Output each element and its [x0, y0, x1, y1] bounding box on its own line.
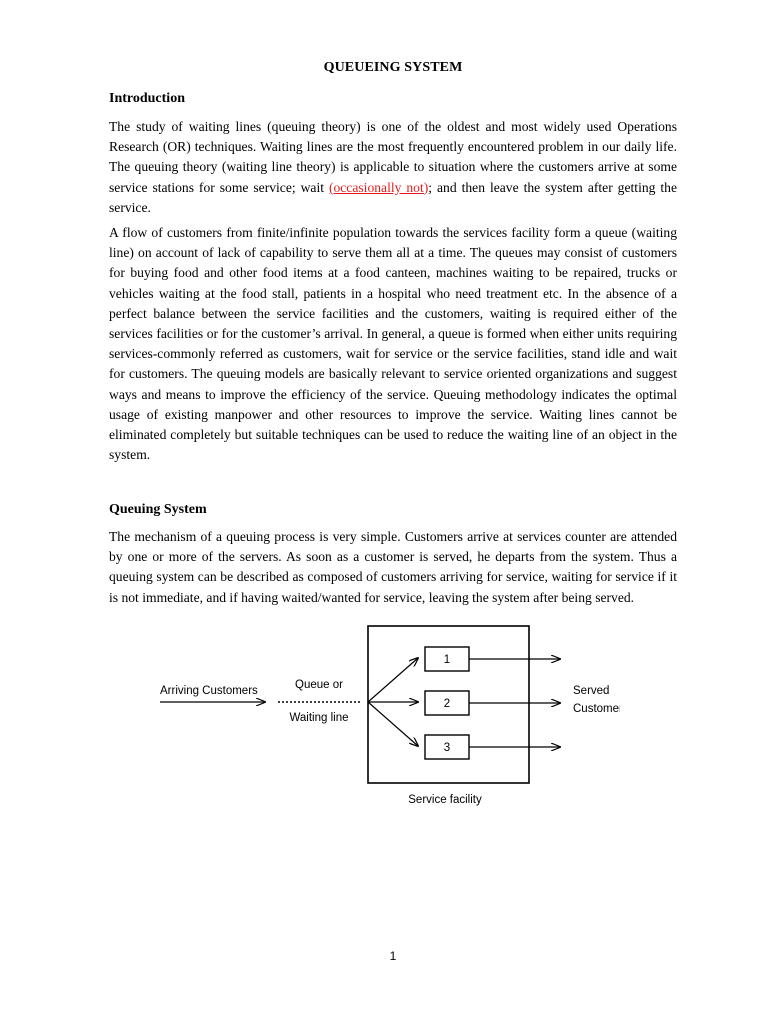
queue-label: Queue or	[295, 679, 343, 691]
customer-label: Customer	[573, 703, 620, 715]
introduction-paragraph-2: A flow of customers from finite/infinite population towards the services facility form a queue (waiting line) on account of lack of capability to serve them all at a time. The queues may consist of customers for buying food and other food items at a food canteen, machines waiting to be repaired, trucks or vehicles waiting at the food stall, patients in a hospital who need treatment etc. In the absence of a perfect balance between the service facilities and the customers, waiting is required either of the services facilities or for the customer’s arrival. In general, a queue is formed when either units requiring services-commonly referred as customers, wait for service or the service facilities, stand idle and wait for customers. The queuing models are basically relevant to service oriented organizations and suggest ways and means to improve the efficiency of the service. Queuing methodology indicates the optimal usage of existing manpower and other resources to improve the service. Waiting lines cannot be eliminated completely but suitable techniques can be used to reduce the waiting line of an object in the system.	[109, 225, 677, 463]
diagram-svg	[150, 620, 620, 815]
page-number: 1	[389, 949, 397, 963]
server-label-3: 3	[443, 742, 451, 754]
waiting-line-label: Waiting line	[289, 712, 349, 724]
queuing-system-paragraph: The mechanism of a queuing process is very simple. Customers arrive at services counter are attended by one or more of the servers. As soon as a customer is served, he departs from the system. Thus a queuing system can be described as composed of customers arriving for service, waiting for service if it is not immediate, and if having waited/wanted for service, leaving the system after being served.	[109, 529, 677, 605]
occasionally-not-highlight: (occasionally not)	[328, 179, 429, 195]
server-label-1: 1	[443, 654, 451, 666]
branch-arrow-3	[368, 702, 418, 746]
branch-arrow-1	[368, 658, 418, 702]
intro-text-end: ; and then leave the system after getting the service.	[109, 179, 677, 215]
arriving-customers-label: Arriving Customers	[160, 685, 258, 697]
introduction-paragraph-1	[109, 117, 677, 218]
server-label-2: 2	[443, 698, 451, 710]
document-title: QUEUEING SYSTEM	[323, 60, 463, 75]
queuing-system-heading: Queuing System	[109, 502, 207, 517]
introduction-heading: Introduction	[109, 91, 185, 106]
service-facility-label: Service facility	[408, 794, 482, 806]
served-label: Served	[573, 685, 610, 697]
queuing-system-diagram	[150, 620, 620, 820]
intro-text-start: The study of waiting lines (queuing theory) is one of the oldest and most widely used Operations Research (OR) techniques. Waiting lines are the most frequently encountered problem in our daily life. The queuing theory (waiting line theory) is applicable to situation where the customers arrive at some service stations for some service; wait	[109, 119, 677, 195]
